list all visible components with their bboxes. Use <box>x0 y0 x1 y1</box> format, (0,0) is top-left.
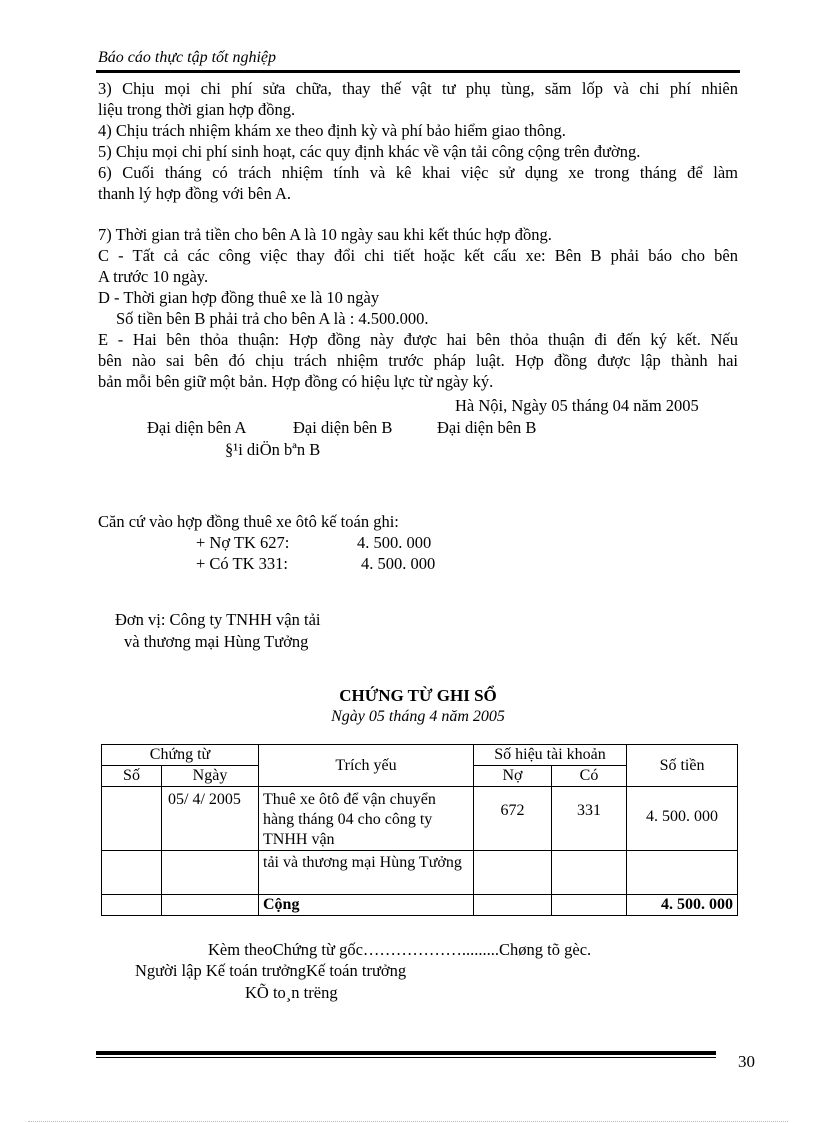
entry-intro: Căn cứ vào hợp đồng thuê xe ôtô kế toán ghi: <box>98 512 399 531</box>
table-total-row <box>102 895 738 916</box>
garbled-signature-label: §¹i diÖn bªn B <box>225 440 321 459</box>
debit-amount: 4. 500. 000 <box>357 533 432 552</box>
item-4: 4) Chịu trách nhiệm khám xe theo định kỳ và phí bảo hiểm giao thông. <box>98 121 566 140</box>
cell-empty <box>474 851 552 895</box>
cell-empty <box>552 895 627 916</box>
credit-label: + Có TK 331: <box>196 554 288 573</box>
header-rule <box>96 70 740 73</box>
cell-so <box>102 787 162 851</box>
header-ngay: Ngày <box>162 766 259 787</box>
cell-co: 331 <box>552 787 627 851</box>
cell-amount: 4. 500. 000 <box>627 787 738 851</box>
footer-rule <box>96 1051 716 1055</box>
rep-b-1: Đại diện bên B <box>293 418 393 437</box>
item-3-line-2: liệu trong thời gian hợp đồng. <box>98 100 296 119</box>
header-trich-yeu: Trích yếu <box>259 745 474 787</box>
header-so-hieu-tk: Số hiệu tài khoản <box>474 745 627 766</box>
header-so: Số <box>102 766 162 787</box>
table-row <box>102 851 738 895</box>
page-edge <box>28 1121 788 1122</box>
item-3-line-1: 3) Chịu mọi chi phí sửa chữa, thay thế vật tư phụ tùng, săm lốp và chi phí nhiên <box>98 79 738 98</box>
clause-e-line-1: E - Hai bên thỏa thuận: Hợp đồng này được hai bên thỏa thuận đi đến ký kết. Nếu <box>98 330 738 349</box>
amount-line: Số tiền bên B phải trả cho bên A là : 4.500.000. <box>116 309 429 328</box>
item-5: 5) Chịu mọi chi phí sinh hoạt, các quy định khác về vận tải công cộng trên đường. <box>98 142 641 161</box>
clause-e-line-2: bên nào sai bên đó chịu trách nhiệm trước pháp luật. Hợp đồng được lập thành hai <box>98 351 738 370</box>
item-7: 7) Thời gian trả tiền cho bên A là 10 ngày sau khi kết thúc hợp đồng. <box>98 225 552 244</box>
voucher-title: CHỨNG TỪ GHI SỔ <box>339 686 497 705</box>
cell-empty <box>102 851 162 895</box>
contract-later-clauses <box>98 224 738 392</box>
cell-desc: Thuê xe ôtô để vận chuyển hàng tháng 04 cho công ty TNHH vận <box>259 787 474 851</box>
attached-docs: Kèm theoChứng từ gốc……………….........Chøng tõ gèc. <box>208 940 592 959</box>
item-6-line-1: 6) Cuối tháng có trách nhiệm tính và kê khai việc sử dụng xe trong tháng để làm <box>98 163 738 182</box>
table-row <box>102 787 738 851</box>
footer-rule-thin <box>96 1057 716 1058</box>
voucher-table <box>101 744 738 916</box>
header-chung-tu: Chứng từ <box>102 745 259 766</box>
debit-label: + Nợ TK 627: <box>196 533 290 552</box>
header-co: Có <box>552 766 627 787</box>
rep-b-2: Đại diện bên B <box>437 418 537 437</box>
cell-empty <box>552 851 627 895</box>
total-label: Cộng <box>259 895 474 916</box>
clause-e-line-3: bản mỗi bên giữ một bản. Hợp đồng có hiệu lực từ ngày ký. <box>98 372 494 391</box>
clause-d: D - Thời gian hợp đồng thuê xe là 10 ngày <box>98 288 380 307</box>
garbled-accountant-label: KÕ to¸n trëng <box>245 983 338 1002</box>
clause-c-line-2: A trước 10 ngày. <box>98 267 209 286</box>
cell-empty <box>627 851 738 895</box>
signers: Người lập Kế toán trưởngKế toán trưởng <box>135 961 407 980</box>
clause-c-line-1: C - Tất cả các công việc thay đổi chi tiết hoặc kết cấu xe: Bên B phải báo cho bên <box>98 246 738 265</box>
header-so-tien: Số tiền <box>627 745 738 787</box>
cell-ngay: 05/ 4/ 2005 <box>162 787 259 851</box>
unit-line-2: và thương mại Hùng Tưởng <box>124 632 309 651</box>
cell-no: 672 <box>474 787 552 851</box>
cell-empty <box>162 895 259 916</box>
cell-desc-continued: tải và thương mại Hùng Tưởng <box>259 851 474 895</box>
voucher-date: Ngày 05 tháng 4 năm 2005 <box>331 708 505 725</box>
cell-empty <box>162 851 259 895</box>
contract-items <box>98 78 738 204</box>
rep-a: Đại diện bên A <box>147 418 247 437</box>
unit-line-1: Đơn vị: Công ty TNHH vận tải <box>115 610 321 629</box>
cell-empty <box>102 895 162 916</box>
table-header-row-1 <box>102 745 738 766</box>
page-number: 30 <box>738 1052 755 1071</box>
place-date: Hà Nội, Ngày 05 tháng 04 năm 2005 <box>455 396 699 415</box>
item-6-line-2: thanh lý hợp đồng với bên A. <box>98 184 291 203</box>
credit-amount: 4. 500. 000 <box>361 554 436 573</box>
report-header: Báo cáo thực tập tốt nghiệp <box>98 49 277 66</box>
header-no: Nợ <box>474 766 552 787</box>
cell-empty <box>474 895 552 916</box>
total-amount: 4. 500. 000 <box>627 895 738 916</box>
